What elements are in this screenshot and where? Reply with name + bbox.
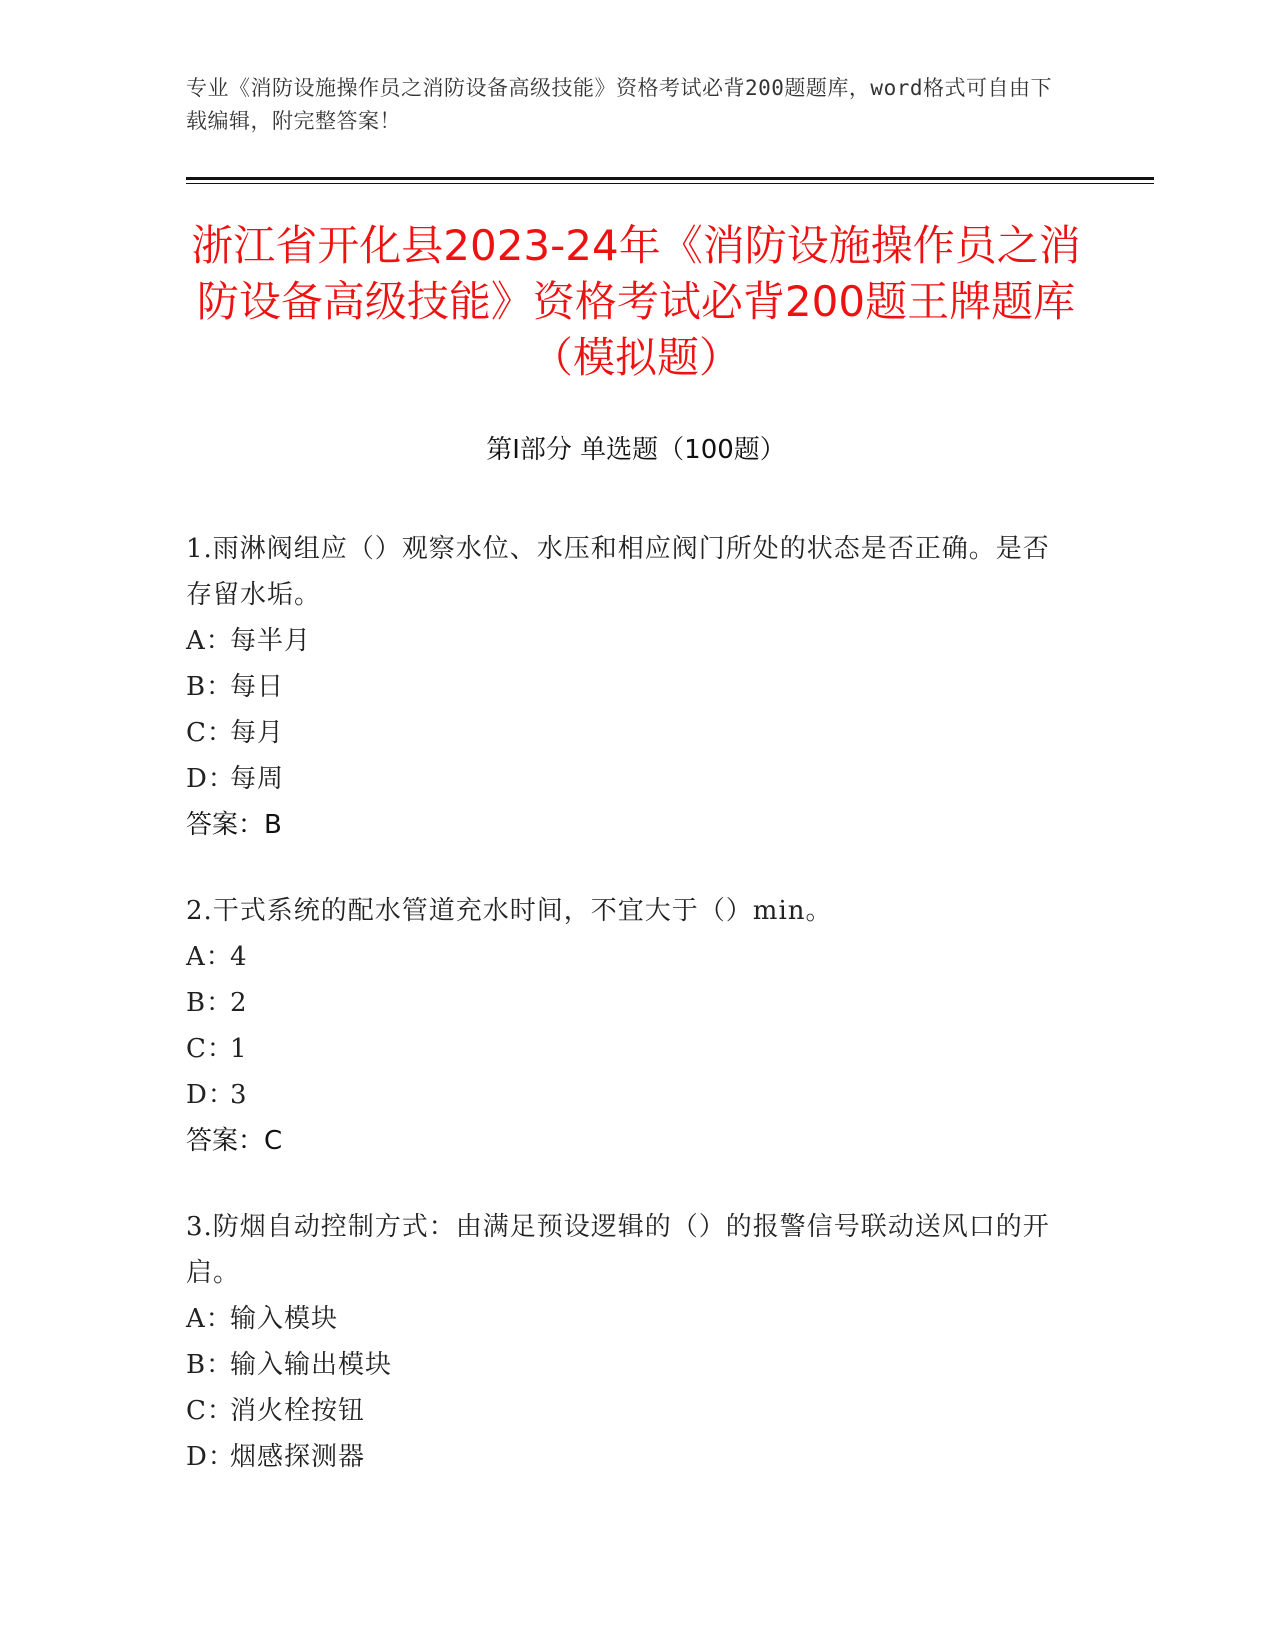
option-key: D： xyxy=(186,1442,235,1472)
option-d xyxy=(186,756,1066,802)
question-item xyxy=(186,526,1066,848)
option-b xyxy=(186,664,1066,710)
option-key: C： xyxy=(186,1396,234,1426)
header-divider-thick xyxy=(186,177,1154,180)
option-text: 每月 xyxy=(230,718,285,748)
option-text: 每半月 xyxy=(230,626,312,656)
option-key: B： xyxy=(186,1350,234,1380)
answer-line: 答案：C xyxy=(186,1126,283,1156)
option-key: B： xyxy=(186,672,234,702)
option-key: C： xyxy=(186,718,234,748)
option-d xyxy=(186,1072,1066,1118)
option-a xyxy=(186,618,1066,664)
option-key: C： xyxy=(186,1034,234,1064)
question-list xyxy=(186,526,1066,1520)
option-b xyxy=(186,980,1066,1026)
option-key: D： xyxy=(186,1080,235,1110)
option-text: 输入输出模块 xyxy=(230,1350,393,1380)
option-a xyxy=(186,1296,1066,1342)
question-stem: 3.防烟自动控制方式：由满足预设逻辑的（）的报警信号联动送风口的开启。 xyxy=(186,1212,1050,1288)
option-text: 3 xyxy=(230,1080,248,1110)
question-item xyxy=(186,888,1066,1164)
option-text: 烟感探测器 xyxy=(230,1442,366,1472)
option-text: 4 xyxy=(230,942,248,972)
header-note: 专业《消防设施操作员之消防设备高级技能》资格考试必背200题题库，word格式可自由下载编辑，附完整答案！ xyxy=(186,76,1052,133)
option-text: 1 xyxy=(230,1034,248,1064)
option-key: A： xyxy=(186,942,233,972)
question-item xyxy=(186,1204,1066,1480)
option-text: 2 xyxy=(230,988,248,1018)
option-b xyxy=(186,1342,1066,1388)
question-stem: 2.干式系统的配水管道充水时间，不宜大于（）min。 xyxy=(186,896,833,926)
option-key: A： xyxy=(186,626,233,656)
section-heading: 第Ⅰ部分 单选题（100题） xyxy=(486,435,786,465)
option-key: B： xyxy=(186,988,234,1018)
option-key: A： xyxy=(186,1304,233,1334)
option-text: 输入模块 xyxy=(230,1304,339,1334)
option-text: 消火栓按钮 xyxy=(230,1396,366,1426)
option-d xyxy=(186,1434,1066,1480)
answer-line: 答案：B xyxy=(186,810,282,840)
option-text: 每日 xyxy=(230,672,285,702)
header-divider-thin xyxy=(186,183,1154,184)
option-text: 每周 xyxy=(230,764,285,794)
document-title: 浙江省开化县2023-24年《消防设施操作员之消防设备高级技能》资格考试必背200题王牌题库（模拟题） xyxy=(191,221,1081,382)
option-c xyxy=(186,1026,1066,1072)
option-c xyxy=(186,1388,1066,1434)
option-c xyxy=(186,710,1066,756)
option-a xyxy=(186,934,1066,980)
option-key: D： xyxy=(186,764,235,794)
question-stem: 1.雨淋阀组应（）观察水位、水压和相应阀门所处的状态是否正确。是否存留水垢。 xyxy=(186,534,1050,610)
